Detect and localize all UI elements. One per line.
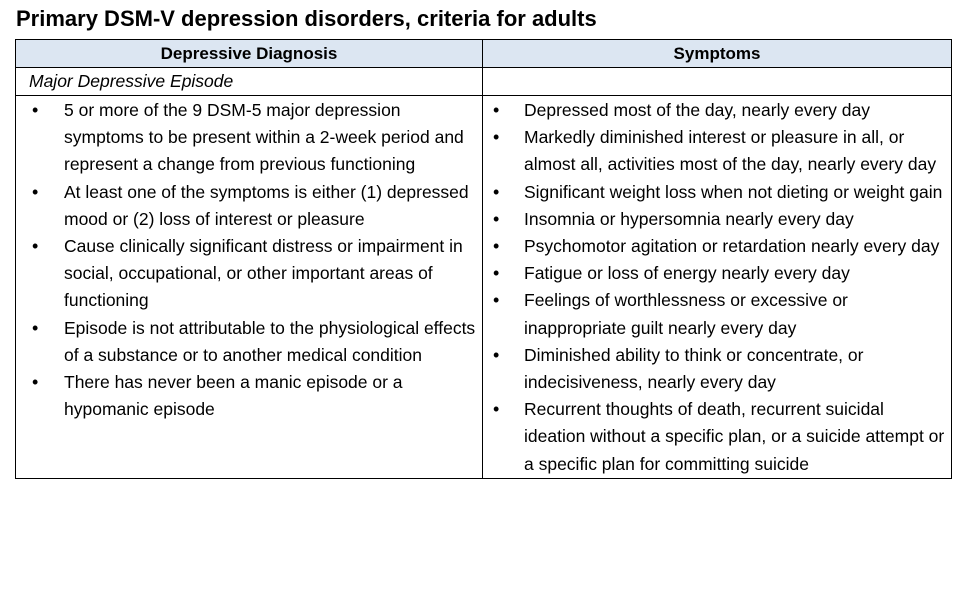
diagnosis-criteria-cell (16, 96, 483, 479)
subheader-major-depressive-episode: Major Depressive Episode (16, 68, 483, 96)
criteria-item: • There has never been a manic episode or a hypomanic episode (16, 369, 478, 423)
symptom-item: • Markedly diminished interest or pleasure in all, or almost all, activities most of the day, nearly every day (483, 124, 947, 178)
header-depressive-diagnosis: Depressive Diagnosis (16, 40, 483, 68)
criteria-item: • Episode is not attributable to the physiological effects of a substance or to another medical condition (16, 315, 478, 369)
header-symptoms: Symptoms (483, 40, 952, 68)
table-header-row (16, 40, 952, 68)
subheader-row (16, 68, 952, 96)
criteria-list (16, 96, 482, 423)
criteria-item: • Cause clinically significant distress or impairment in social, occupational, or other important areas of functioning (16, 233, 478, 315)
page-title: Primary DSM-V depression disorders, criteria for adults (16, 6, 597, 31)
criteria-item: • 5 or more of the 9 DSM-5 major depression symptoms to be present within a 2-week period and represent a change from previous functioning (16, 97, 478, 179)
symptom-item: • Fatigue or loss of energy nearly every day (483, 260, 947, 287)
symptom-item: • Diminished ability to think or concentrate, or indecisiveness, nearly every day (483, 342, 947, 396)
symptom-item: • Psychomotor agitation or retardation nearly every day (483, 233, 947, 260)
symptom-item: • Insomnia or hypersomnia nearly every day (483, 206, 947, 233)
symptoms-cell (483, 96, 952, 479)
symptom-item: • Depressed most of the day, nearly every day (483, 97, 947, 124)
subheader-empty-cell (483, 68, 952, 96)
criteria-table (15, 39, 952, 479)
symptom-item: • Significant weight loss when not dieting or weight gain (483, 179, 947, 206)
content-row (16, 96, 952, 479)
symptom-item: • Recurrent thoughts of death, recurrent suicidal ideation without a specific plan, or a suicide attempt or a specific plan for committing suicide (483, 396, 947, 478)
criteria-item: • At least one of the symptoms is either (1) depressed mood or (2) loss of interest or pleasure (16, 179, 478, 233)
symptom-item: • Feelings of worthlessness or excessive or inappropriate guilt nearly every day (483, 287, 947, 341)
symptoms-list (483, 96, 951, 478)
